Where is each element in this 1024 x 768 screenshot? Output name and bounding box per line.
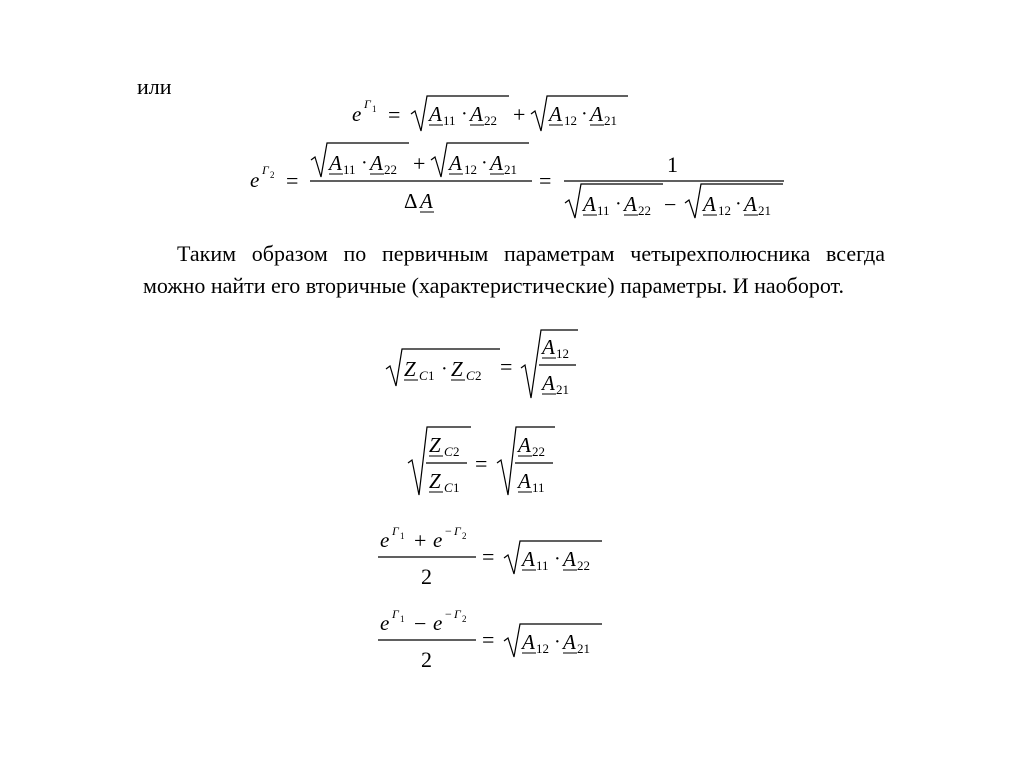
two: 2 — [421, 564, 432, 589]
sub-12: 12 — [564, 113, 577, 128]
sym-Z: Z — [404, 357, 416, 381]
sub-2: 2 — [270, 170, 275, 180]
sym-A: A — [590, 102, 603, 126]
equals: = — [388, 102, 401, 127]
sym-Z: Z — [429, 433, 441, 457]
equals: = — [475, 451, 488, 476]
equals: = — [500, 354, 513, 379]
sym-A: A — [583, 192, 596, 216]
paragraph: Таким образом по первичным параметрам четырехполюсника всегда можно найти его вторичные (характеристические) параметры. И наоборот. — [143, 241, 885, 298]
sym-e: e — [380, 611, 390, 635]
sym-gamma: Γ — [392, 607, 399, 621]
sub-22: 22 — [638, 203, 651, 218]
sym-A: A — [624, 192, 637, 216]
sym-e: e — [250, 168, 260, 192]
sym-e: e — [433, 611, 443, 635]
cdot: · — [554, 631, 561, 653]
sub-21: 21 — [504, 162, 517, 177]
equation-sinh — [370, 603, 620, 673]
sym-A: A — [703, 192, 716, 216]
sym-gamma: Γ — [262, 163, 269, 177]
sub-c2: 2 — [475, 368, 482, 383]
sub-22: 22 — [384, 162, 397, 177]
sub-2: 2 — [462, 614, 467, 624]
sym-A: A — [420, 189, 433, 213]
sym-A: A — [744, 192, 757, 216]
two: 2 — [421, 647, 432, 672]
one: 1 — [667, 152, 678, 177]
sub-2: 2 — [462, 531, 467, 541]
sub-21: 21 — [758, 203, 771, 218]
cdot: · — [441, 358, 448, 380]
sym-A: A — [522, 630, 535, 654]
sym-A: A — [549, 102, 562, 126]
cdot: · — [481, 152, 488, 174]
sym-Z: Z — [429, 469, 441, 493]
intro-word: или — [137, 74, 172, 99]
plus: + — [414, 528, 427, 553]
sym-C: C — [466, 368, 475, 383]
sub-22: 22 — [532, 444, 545, 459]
sym-e: e — [433, 528, 443, 552]
sym-A: A — [329, 151, 342, 175]
minus: − — [414, 611, 427, 636]
cdot: · — [461, 103, 468, 125]
sym-C: C — [419, 368, 428, 383]
sym-A: A — [542, 371, 555, 395]
cdot: · — [361, 152, 368, 174]
minus: − — [445, 524, 452, 538]
equation-gamma2 — [240, 140, 800, 220]
sym-A: A — [522, 547, 535, 571]
cdot: · — [581, 103, 588, 125]
sub-12: 12 — [464, 162, 477, 177]
equation-zc-product — [380, 326, 600, 406]
sub-11: 11 — [532, 480, 545, 495]
equals: = — [286, 168, 299, 193]
sym-C: C — [444, 444, 453, 459]
sub-c1: 1 — [428, 368, 435, 383]
cdot: · — [735, 193, 742, 215]
sym-gamma: Γ — [364, 97, 371, 111]
sub-21: 21 — [556, 382, 569, 397]
plus: + — [413, 151, 426, 176]
minus: − — [445, 607, 452, 621]
cdot: · — [554, 548, 561, 570]
sub-11: 11 — [597, 203, 610, 218]
sub-1: 1 — [400, 531, 405, 541]
sub-12: 12 — [718, 203, 731, 218]
sym-Z: Z — [451, 357, 463, 381]
sym-delta: Δ — [404, 189, 418, 213]
sub-22: 22 — [577, 558, 590, 573]
sym-A: A — [563, 630, 576, 654]
minus: − — [664, 192, 677, 217]
plus: + — [513, 102, 526, 127]
equation-gamma1 — [330, 88, 650, 138]
sub-11: 11 — [343, 162, 356, 177]
sym-A: A — [563, 547, 576, 571]
sym-gamma: Γ — [392, 524, 399, 538]
sym-gamma: Γ — [454, 607, 461, 621]
sym-A: A — [518, 469, 531, 493]
sub-c1: 1 — [453, 480, 460, 495]
sub-11: 11 — [536, 558, 549, 573]
equals: = — [539, 168, 552, 193]
sub-1: 1 — [372, 104, 377, 114]
sym-e: e — [352, 102, 362, 126]
cdot: · — [615, 193, 622, 215]
sym-e: e — [380, 528, 390, 552]
sym-A: A — [470, 102, 483, 126]
equals: = — [482, 627, 495, 652]
sym-A: A — [542, 335, 555, 359]
sym-A: A — [490, 151, 503, 175]
sym-A: A — [449, 151, 462, 175]
sub-12: 12 — [556, 346, 569, 361]
sub-11: 11 — [443, 113, 456, 128]
sub-12: 12 — [536, 641, 549, 656]
equation-zc-ratio — [405, 423, 585, 503]
sub-22: 22 — [484, 113, 497, 128]
sym-gamma: Γ — [454, 524, 461, 538]
sym-A: A — [370, 151, 383, 175]
sub-21: 21 — [604, 113, 617, 128]
sub-21: 21 — [577, 641, 590, 656]
equals: = — [482, 544, 495, 569]
sym-C: C — [444, 480, 453, 495]
sub-1: 1 — [400, 614, 405, 624]
sym-A: A — [429, 102, 442, 126]
sub-c2: 2 — [453, 444, 460, 459]
equation-cosh — [370, 520, 620, 590]
sym-A: A — [518, 433, 531, 457]
